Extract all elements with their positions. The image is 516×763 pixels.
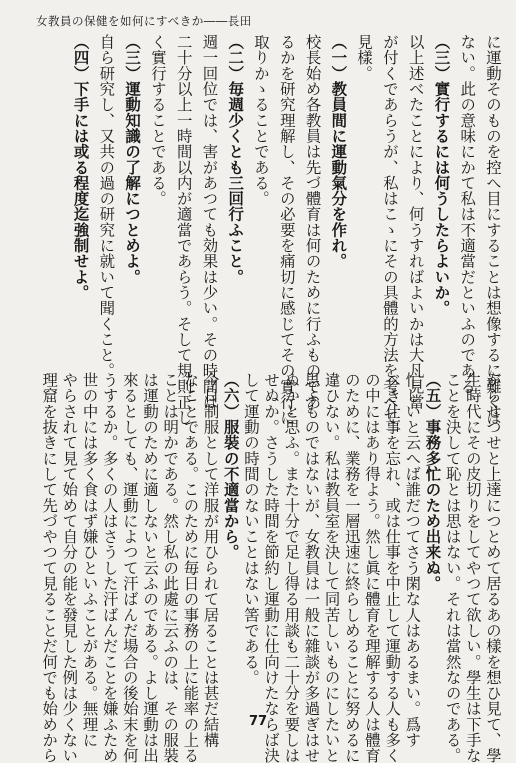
text-column: るかを研究理解し、その必要を痛切に感じてその實行に [277, 34, 296, 426]
text-column: のために、業務を一層迅速に終らしめることに努めるに [342, 372, 361, 763]
section-heading: （五）事務多忙のため出来ぬ。 [423, 372, 442, 592]
text-column: 見樣。 [355, 34, 374, 81]
text-column: 今日制服として洋服が用ひられて居ることは甚だ結構 [201, 372, 220, 748]
text-column: やらされて見て始めて自分の能を發見した例は少くない [60, 372, 79, 763]
text-column: うするか。多くの人はさうした汗ばんだことを嫌ふため [100, 372, 119, 763]
text-column: 理窟を抜きにして先づやつて見ることだ何でも始めから [40, 372, 59, 763]
text-column: 校長始め各教員は先づ體育は何のために行ふものであ [303, 34, 322, 410]
text-column: ことは明かである。然し私の此處に云ふのは、その服裝 [161, 372, 180, 763]
text-column: なことである。このために毎日の事務の上に能率の上る [181, 372, 200, 763]
page-number: 77 [248, 714, 268, 729]
text-column: 來るとしても、運動によつて汗ばんだ場合の後始末を何 [120, 372, 139, 763]
section-heading: （四）下手には或る程度迄強制せよ。 [71, 34, 90, 301]
section-heading: （一）教員間に運動氣分を作れ。 [329, 34, 348, 269]
text-column: がらせつせと上達につとめて居るあの樣を想ひ見て、學 [484, 372, 502, 763]
text-column: は運動のために適しないと云ふのである。よし運動は出 [141, 372, 160, 763]
text-column: 世の中には多く食はず嫌ひといふことがある。無理に [80, 372, 99, 748]
upper-text-block [36, 34, 502, 426]
text-column: せぬか。さうした時間を節約し運動に仕向けたならば決 [262, 372, 281, 763]
text-column: 生時代にその皮切りをしてやつて欲しい。學生は下手な [463, 372, 482, 763]
text-column: が付くであらうが、私はこゝにその具體的方法を考へて [380, 34, 399, 426]
text-column: 週一回位では、害があつても効果は少い。その時間は [200, 34, 219, 410]
text-column: 忙しいと云へば誰だつてさう閑な人はあるまい。爲す [403, 372, 422, 748]
text-column: 自ら研究し、又共の過の研究に就いて聞くこと。 [97, 34, 116, 379]
section-heading: （三）運動知識の了解につとめよ。 [123, 34, 142, 285]
section-heading: （六）服裝の不適當から。 [221, 372, 240, 560]
text-column: 以上述べたことにより、何うすればよいかは大凡見當 [406, 34, 425, 410]
page-header: 女教員の保健を如何にすべきか――長田 [36, 14, 252, 28]
text-column: べき仕事を忘れ、或は仕事を中止して運動する人も多く [383, 372, 402, 763]
text-column: ことを決して恥とは思はない。それは當然なのである。 [443, 372, 462, 763]
text-column: の中にはあり得よう。然し眞に體育を理解する人は體育 [362, 372, 381, 763]
text-column: 違ひない。私は教員室を決して同苦しいものにしたいと [322, 372, 341, 763]
text-column: く實行することである。 [148, 34, 167, 207]
text-column: 二十分以上一時間以内が適當であらう。そして規則正し [174, 34, 193, 426]
text-column: ない。此の意味にかて私は不適當だといふのである。 [458, 34, 477, 410]
text-column: に運動そのものを控へ目にすることは想像するに難くは [484, 34, 502, 426]
text-column: 思ふものではないが、女教員は一般に雜談が多過ぎはせ [302, 372, 321, 763]
section-heading: （二）毎週少くとも三回行ふこと。 [226, 34, 245, 285]
section-heading: （三）實行するには何うしたらよいか。 [432, 34, 451, 316]
text-column: して運動の時間のないことはない筈である。 [241, 372, 260, 685]
text-column: 取りかゝることである。 [252, 34, 270, 207]
text-column: ぬかと思ふ。また十分で足し得る用談も二十分を要しは [282, 372, 301, 763]
